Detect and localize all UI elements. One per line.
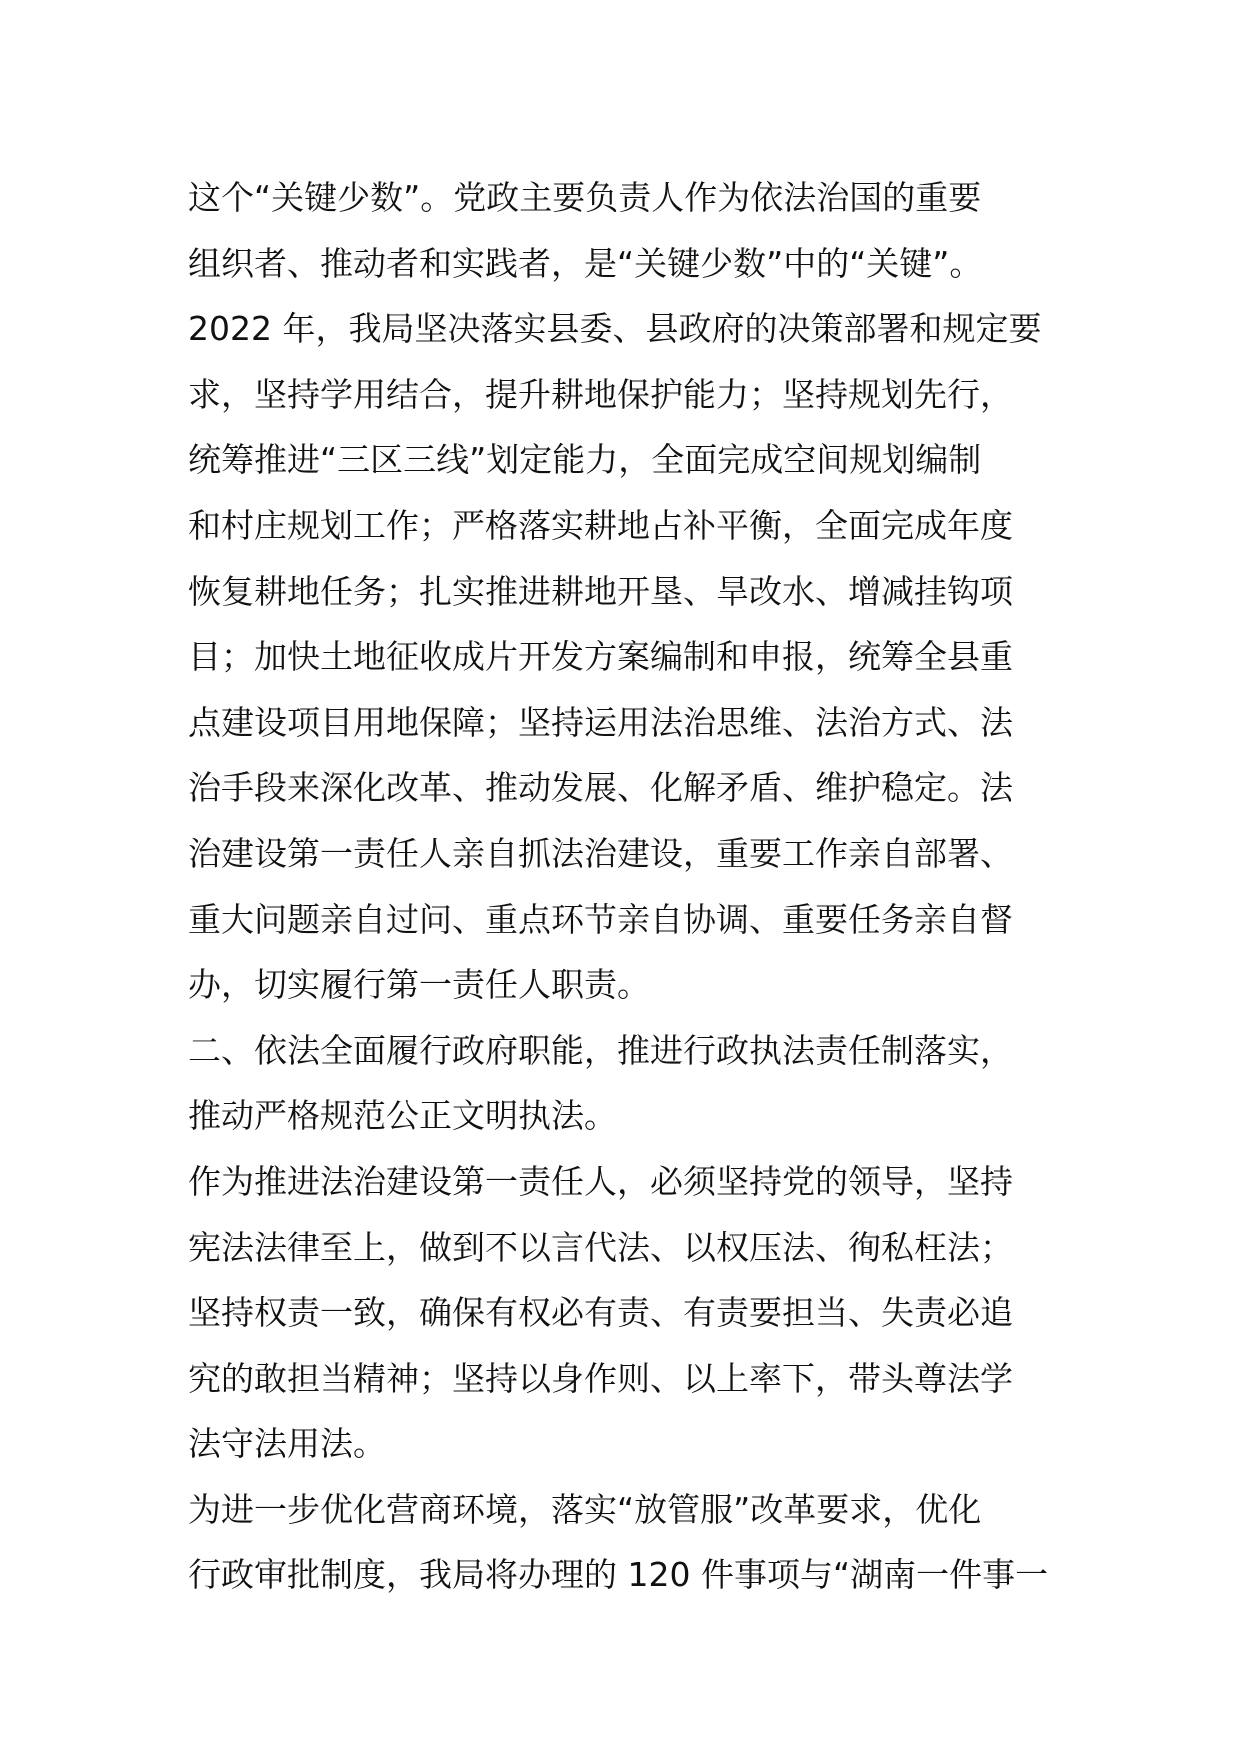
text-line: 2022 年，我局坚决落实县委、县政府的决策部署和规定要	[188, 309, 1042, 349]
text-line: 行政审批制度，我局将办理的 120 件事项与“湖南一件事一	[188, 1555, 1049, 1595]
text-line: 法守法用法。	[188, 1424, 386, 1464]
text-line: 办，切实履行第一责任人职责。	[188, 965, 650, 1005]
text-line: 治建设第一责任人亲自抓法治建设，重要工作亲自部署、	[188, 833, 1013, 873]
text-line: 目；加快土地征收成片开发方案编制和申报，统筹全县重	[188, 637, 1013, 677]
text-line: 这个“关键少数”。党政主要负责人作为依法治国的重要	[188, 178, 982, 217]
text-line: 究的敢担当精神；坚持以身作则、以上率下，带头尊法学	[188, 1358, 1013, 1398]
text-line: 治手段来深化改革、推动发展、化解矛盾、维护稳定。法	[188, 768, 1013, 808]
text-line: 求，坚持学用结合，提升耕地保护能力；坚持规划先行，	[188, 374, 1013, 414]
text-line: 点建设项目用地保障；坚持运用法治思维、法治方式、法	[188, 702, 1013, 742]
document-body	[188, 165, 1068, 1608]
text-line: 组织者、推动者和实践者，是“关键少数”中的“关键”。	[188, 243, 983, 283]
section-heading-line: 推动严格规范公正文明执法。	[188, 1096, 617, 1136]
text-line: 作为推进法治建设第一责任人，必须坚持党的领导，坚持	[188, 1161, 1013, 1201]
section-heading-line: 二、依法全面履行政府职能，推进行政执法责任制落实，	[188, 1030, 1013, 1070]
text-line: 重大问题亲自过问、重点环节亲自协调、重要任务亲自督	[188, 899, 1013, 939]
text-line: 坚持权责一致，确保有权必有责、有责要担当、失责必追	[188, 1293, 1013, 1333]
text-line: 和村庄规划工作；严格落实耕地占补平衡，全面完成年度	[188, 505, 1013, 545]
text-line: 为进一步优化营商环境，落实“放管服”改革要求，优化	[188, 1489, 982, 1529]
text-line: 恢复耕地任务；扎实推进耕地开垦、旱改水、增减挂钩项	[188, 571, 1013, 611]
text-line: 宪法法律至上，做到不以言代法、以权压法、徇私枉法；	[188, 1227, 1013, 1267]
text-line: 统筹推进“三区三线”划定能力，全面完成空间规划编制	[188, 440, 982, 480]
